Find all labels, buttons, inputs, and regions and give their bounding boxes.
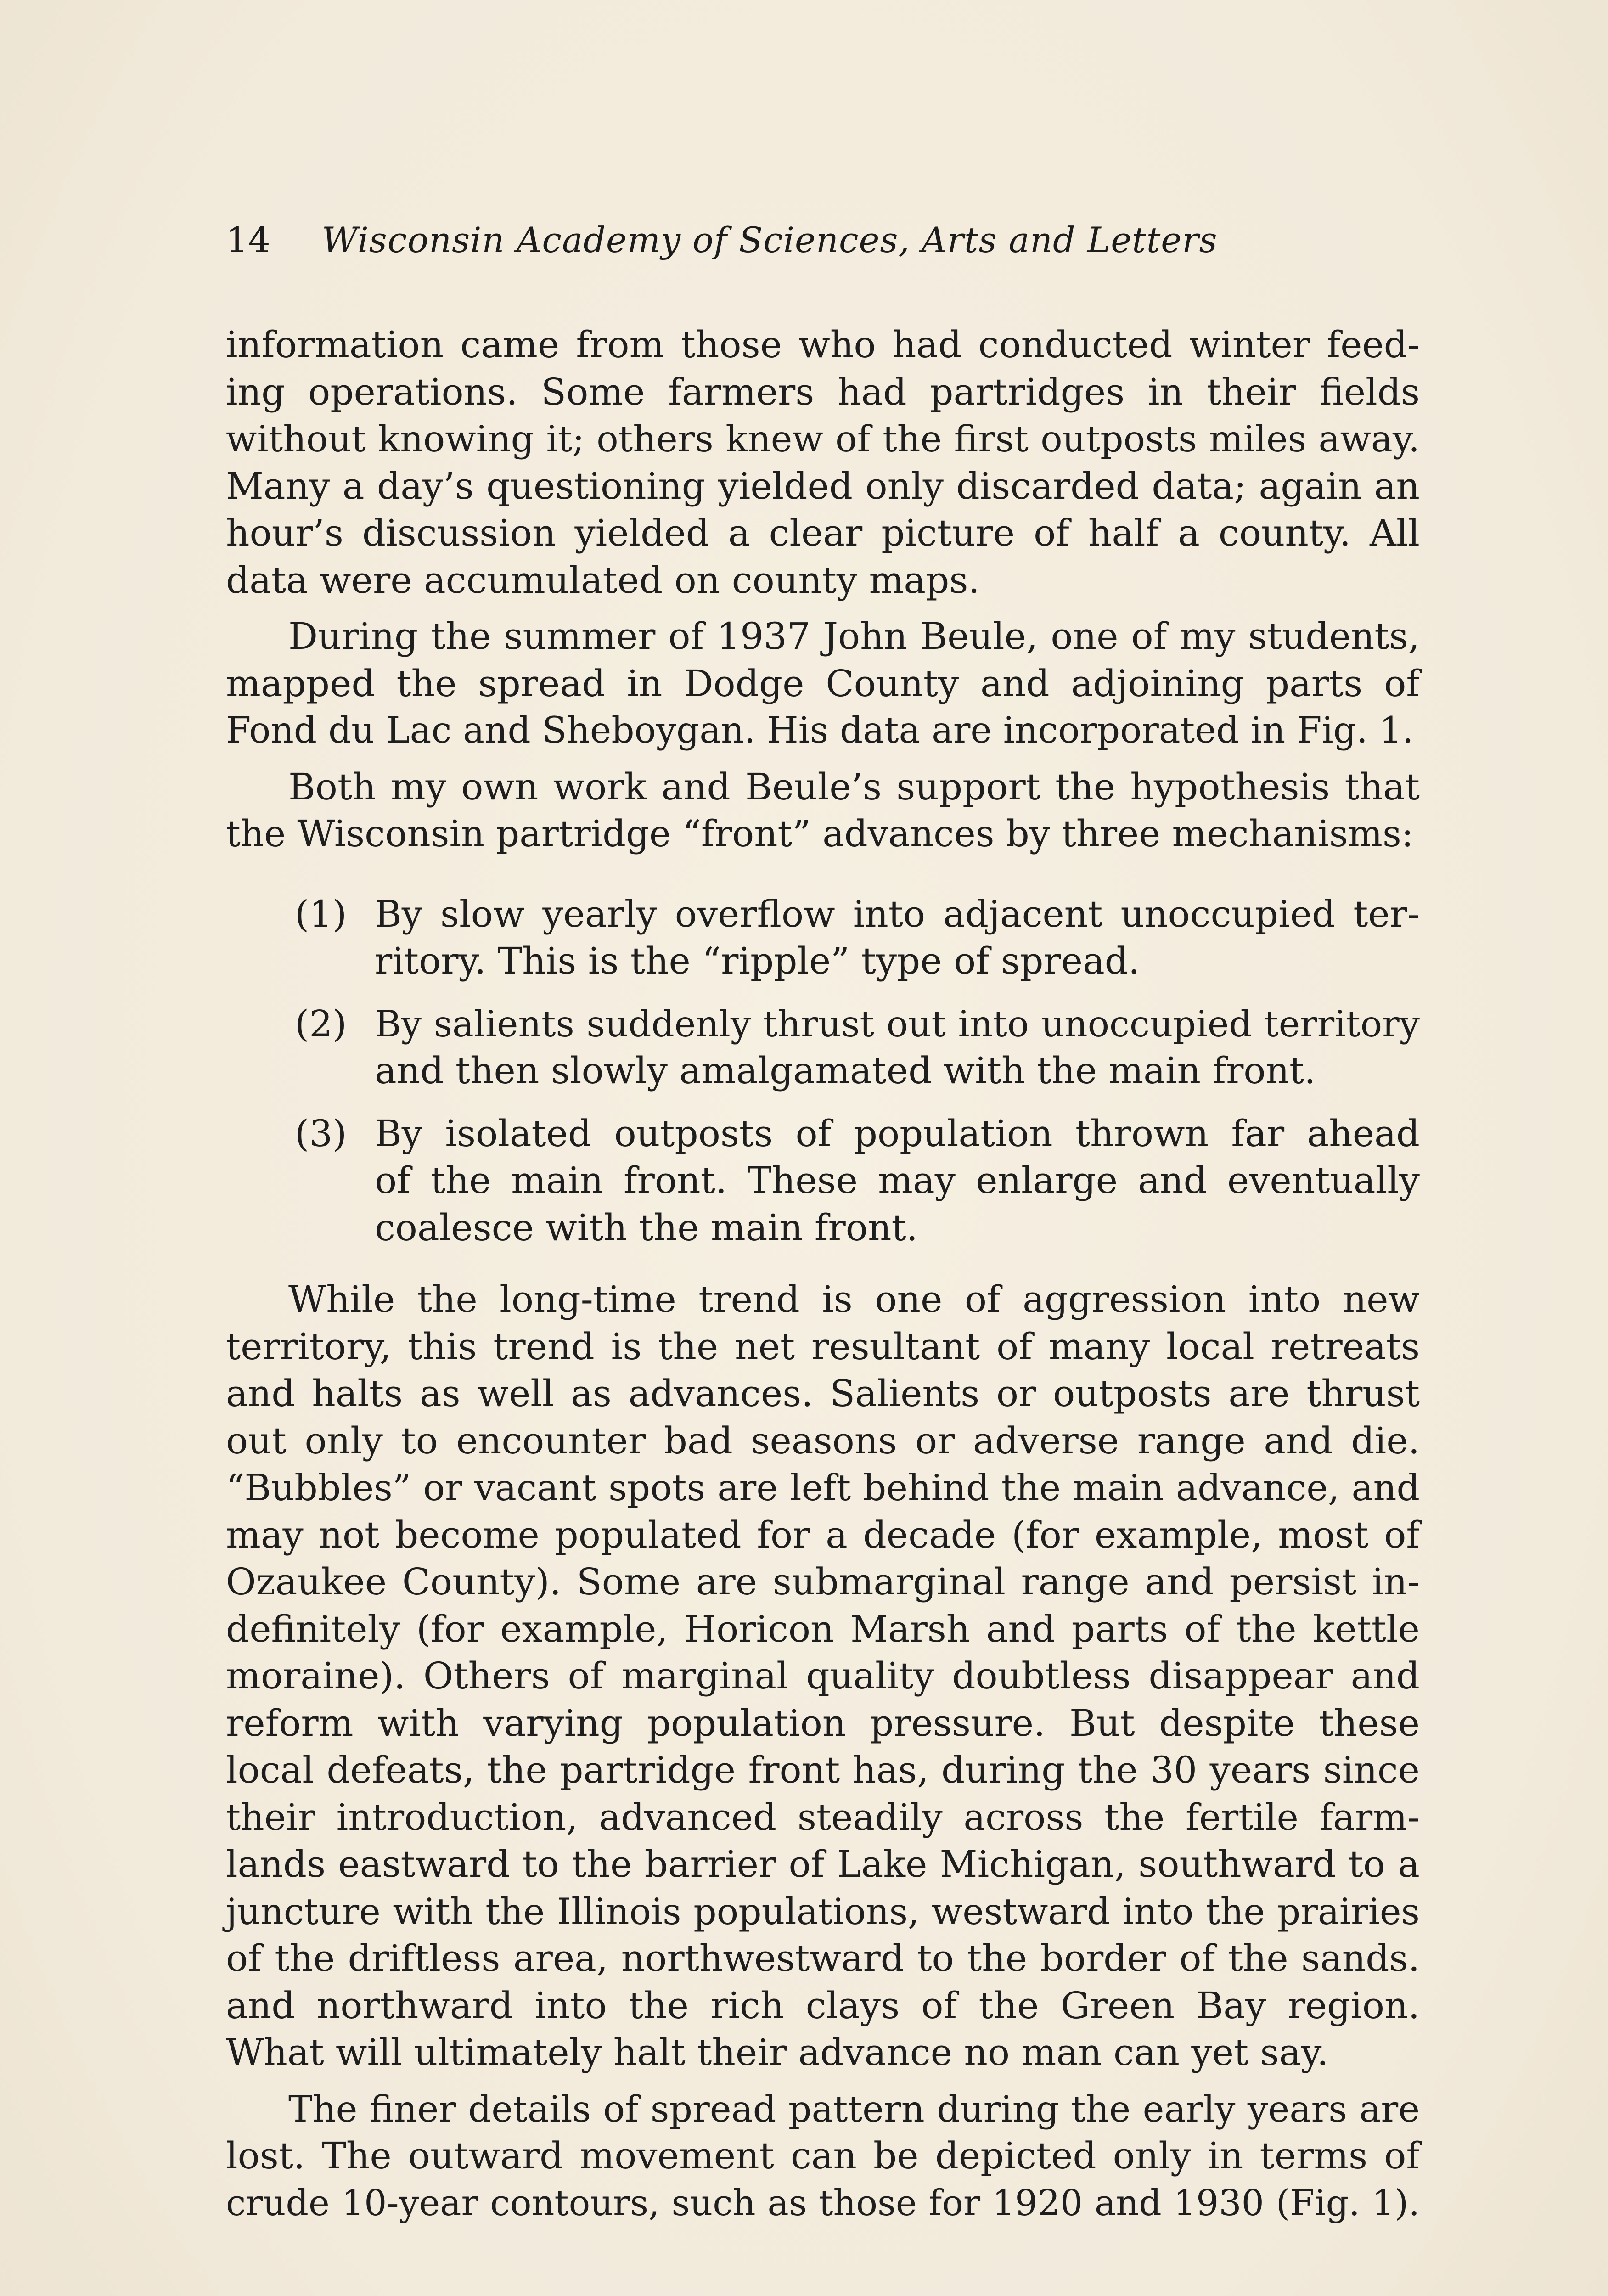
- text-line: What will ultimately halt their advance no man can yet say.: [226, 2031, 1329, 2074]
- text-line: Fond du Lac and Sheboygan. His data are incorporated in Fig. 1.: [226, 709, 1414, 751]
- text-line: Ozaukee County). Some are submarginal range and persist in-: [226, 1560, 1420, 1603]
- text-line: While the long-time trend is one of aggression into new: [288, 1278, 1420, 1321]
- text-line: without knowing it; others knew of the first outposts miles away.: [226, 418, 1420, 460]
- text-line: mapped the spread in Dodge County and adjoining parts of: [226, 662, 1420, 705]
- paragraph: [226, 764, 1420, 858]
- text-line: lands eastward to the barrier of Lake Michigan, southward to a: [226, 1843, 1420, 1885]
- list-item: [226, 1110, 1420, 1252]
- paragraph: [226, 321, 1420, 604]
- text-line: Many a day’s questioning yielded only discarded data; again an: [226, 464, 1420, 507]
- text-line: information came from those who had conducted winter feed-: [226, 323, 1420, 366]
- text-line: data were accumulated on county maps.: [226, 558, 980, 602]
- text-line: juncture with the Illinois populations, westward into the prairies: [226, 1890, 1420, 1933]
- list-item: [226, 891, 1420, 985]
- text-line: territory, this trend is the net resultant of many local retreats: [226, 1325, 1420, 1368]
- text-line: coalesce with the main front.: [375, 1206, 918, 1249]
- text-line: and then slowly amalgamated with the main front.: [375, 1049, 1316, 1092]
- text-line: local defeats, the partridge front has, during the 30 years since: [226, 1749, 1420, 1791]
- text-line: By salients suddenly thrust out into unoccupied territory: [375, 1002, 1420, 1045]
- text-line: reform with varying population pressure. But despite these: [226, 1701, 1420, 1745]
- text-line: of the main front. These may enlarge and eventually: [375, 1159, 1420, 1202]
- text-line: out only to encounter bad seasons or adverse range and die.: [226, 1419, 1420, 1462]
- text-line: “Bubbles” or vacant spots are left behind the main advance, and: [226, 1467, 1420, 1509]
- text-line: crude 10-year contours, such as those for 1920 and 1930 (Fig. 1).: [226, 2182, 1420, 2224]
- body-text: [226, 321, 1420, 2227]
- list-number: (2): [295, 1002, 347, 1045]
- text-line: ritory. This is the “ripple” type of spread.: [375, 940, 1140, 982]
- running-title: Wisconsin Academy of Sciences, Arts and Letters: [321, 219, 1218, 260]
- text-line: The finer details of spread pattern during the early years are: [288, 2088, 1420, 2130]
- text-line: the Wisconsin partridge “front” advances by three mechanisms:: [226, 812, 1414, 855]
- text-line: their introduction, advanced steadily across the fertile farm-: [226, 1795, 1420, 1839]
- text-line: definitely (for example, Horicon Marsh and parts of the kettle: [226, 1607, 1420, 1650]
- text-line: of the driftless area, northwestward to the border of the sands.: [226, 1937, 1420, 1980]
- text-line: ing operations. Some farmers had partridges in their fields: [226, 370, 1420, 413]
- list-number: (3): [295, 1112, 347, 1155]
- running-header: [226, 219, 1420, 275]
- text-line: may not become populated for a decade (for example, most of: [226, 1513, 1420, 1556]
- mechanism-list: [226, 891, 1420, 1252]
- text-line: Both my own work and Beule’s support the hypothesis that: [288, 765, 1420, 808]
- list-number: (1): [295, 892, 347, 935]
- text-line: By isolated outposts of population thrown far ahead: [375, 1112, 1420, 1155]
- text-line: and halts as well as advances. Salients or outposts are thrust: [226, 1372, 1420, 1415]
- list-item: [226, 1001, 1420, 1095]
- text-line: and northward into the rich clays of the Green Bay region.: [226, 1984, 1420, 2027]
- paragraph: [226, 2086, 1420, 2227]
- text-line: lost. The outward movement can be depicted only in terms of: [226, 2134, 1420, 2177]
- paragraph: [226, 613, 1420, 754]
- page-number: 14: [226, 219, 270, 260]
- text-line: hour’s discussion yielded a clear picture of half a county. All: [226, 512, 1420, 554]
- text-line: moraine). Others of marginal quality doubtless disappear and: [226, 1654, 1420, 1697]
- text-line: By slow yearly overflow into adjacent unoccupied ter-: [375, 892, 1420, 935]
- text-line: During the summer of 1937 John Beule, one of my students,: [288, 615, 1420, 658]
- paragraph: [226, 1276, 1420, 2077]
